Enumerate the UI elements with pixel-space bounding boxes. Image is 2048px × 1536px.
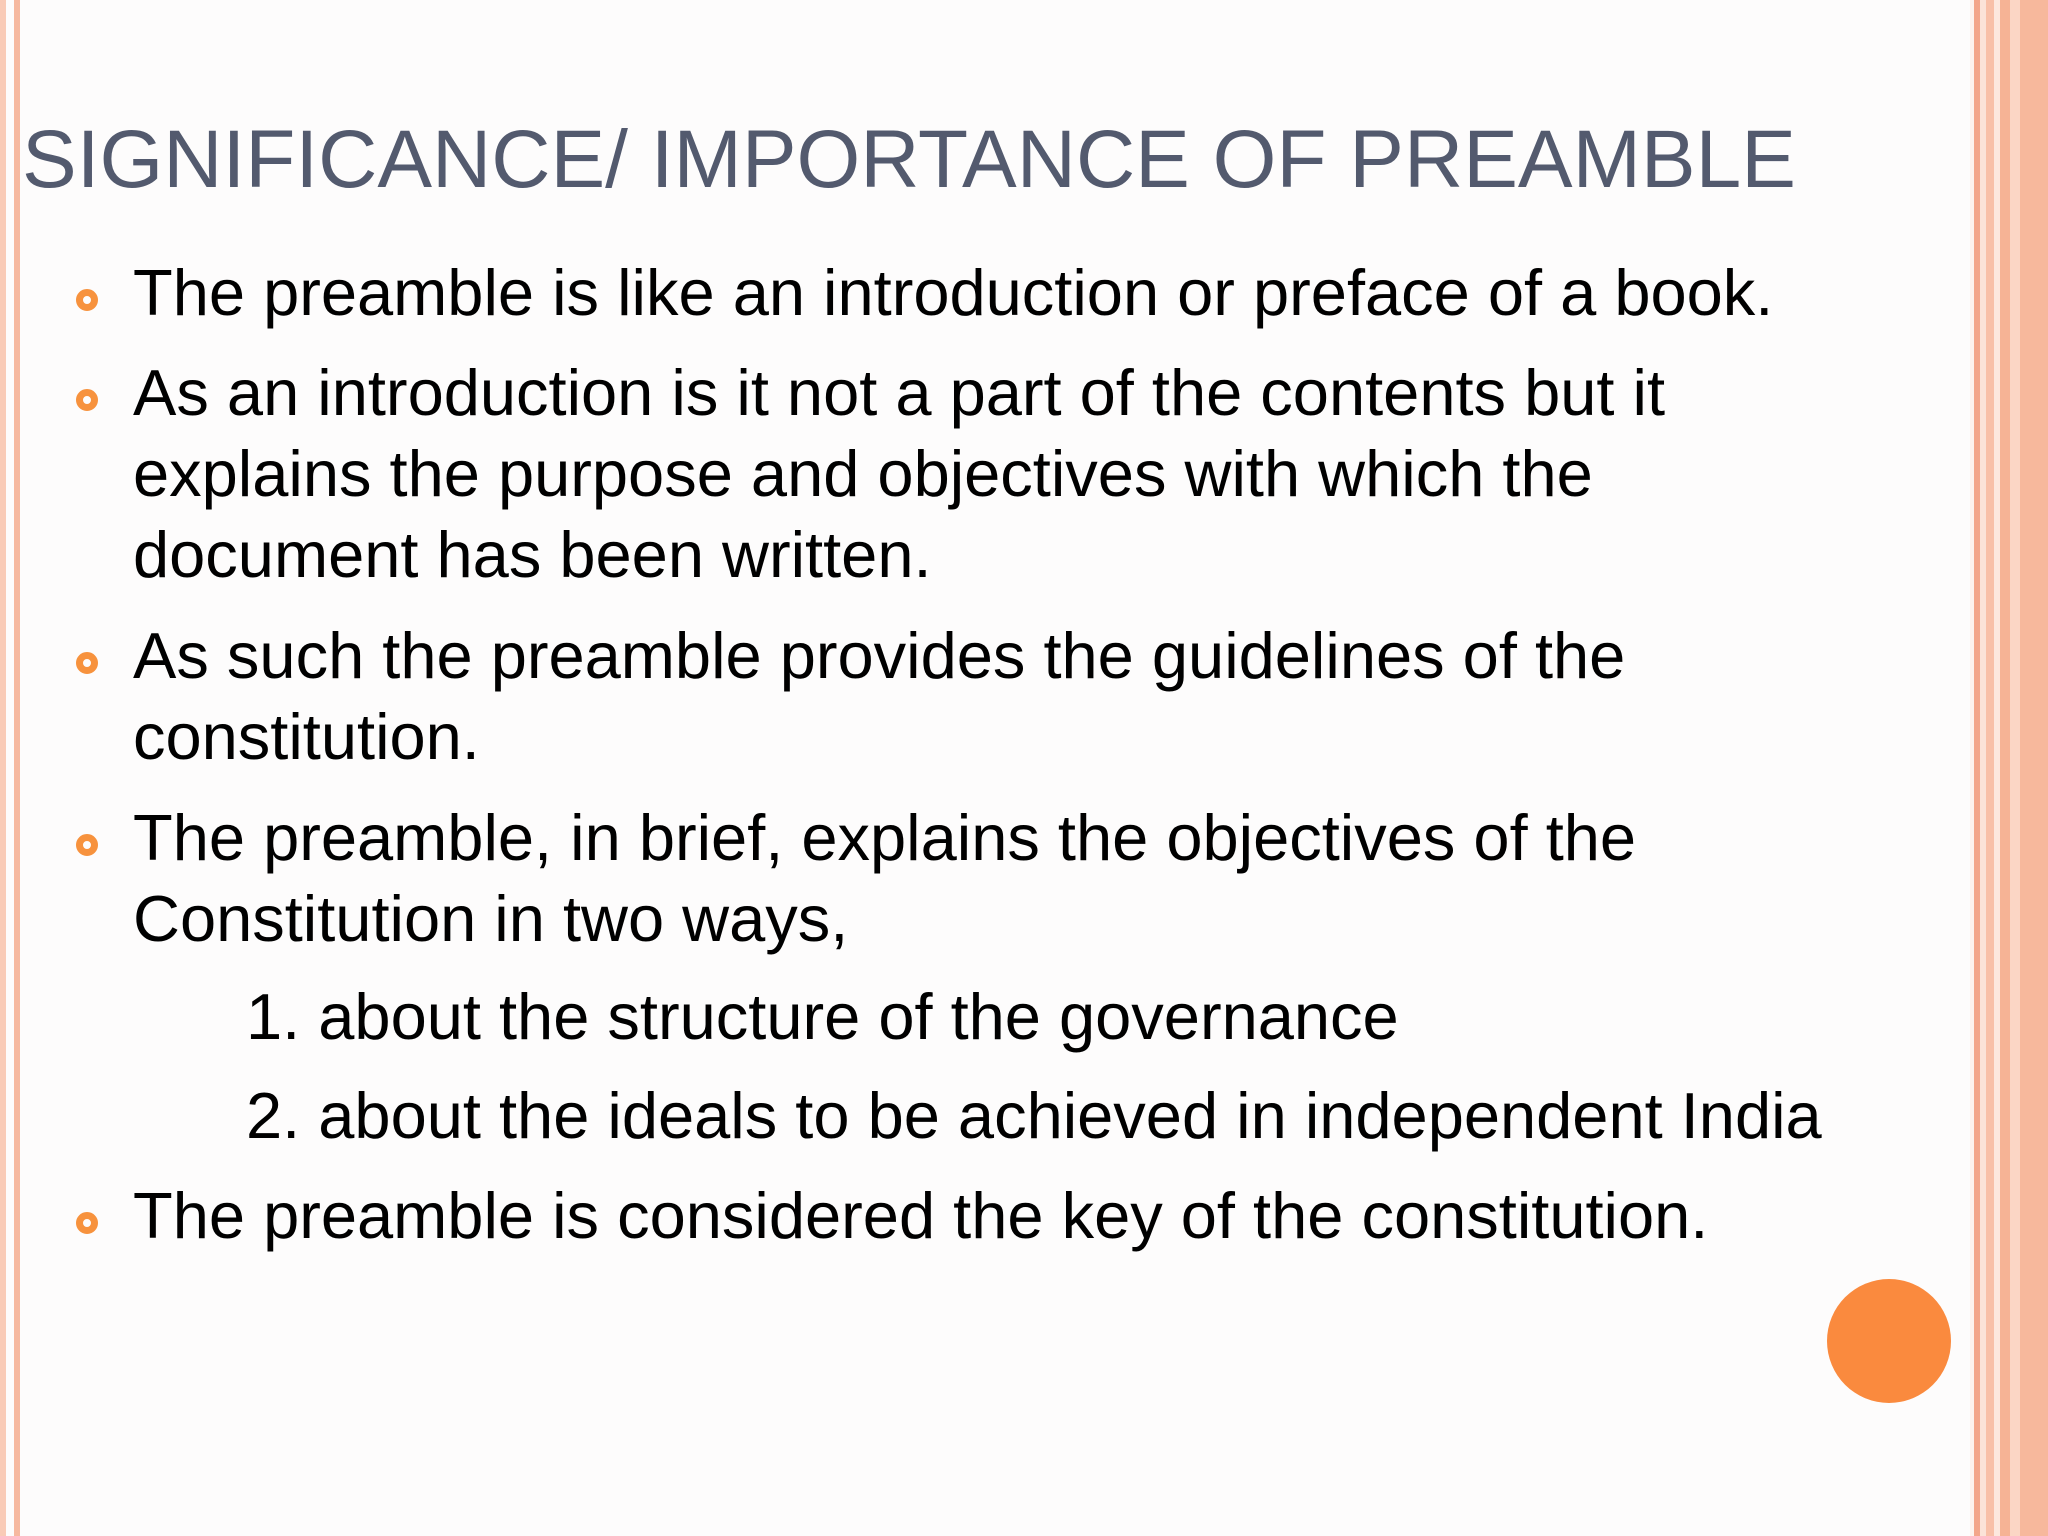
bullet-item: The preamble, in brief, explains the objectives of the Constitution in two ways, (133, 801, 1637, 955)
left-border-inner (14, 0, 20, 1536)
bullet-item: As such the preamble provides the guidelines of the constitution. (133, 619, 1626, 773)
bullet-marker-icon (76, 652, 98, 674)
slide-title: SIGNIFICANCE/ IMPORTANCE OF PREAMBLE (22, 114, 1796, 205)
decorative-orange-circle (1827, 1279, 1951, 1403)
bullet-item: The preamble is like an introduction or preface of a book. (133, 256, 1774, 329)
numbered-item: 1. about the structure of the governance (246, 980, 1399, 1053)
bullet-marker-icon (76, 834, 98, 856)
bullet-marker-icon (76, 389, 98, 411)
bullet-item: As an introduction is it not a part of the contents but it explains the purpose and objectives with which the document has been written. (133, 356, 1666, 591)
bullet-marker-icon (76, 289, 98, 311)
bullet-marker-icon (76, 1212, 98, 1234)
right-border-stripes (1970, 0, 2048, 1536)
left-border-outer (0, 0, 6, 1536)
numbered-item: 2. about the ideals to be achieved in independent India (246, 1079, 1822, 1152)
bullet-item: The preamble is considered the key of the constitution. (133, 1179, 1709, 1252)
